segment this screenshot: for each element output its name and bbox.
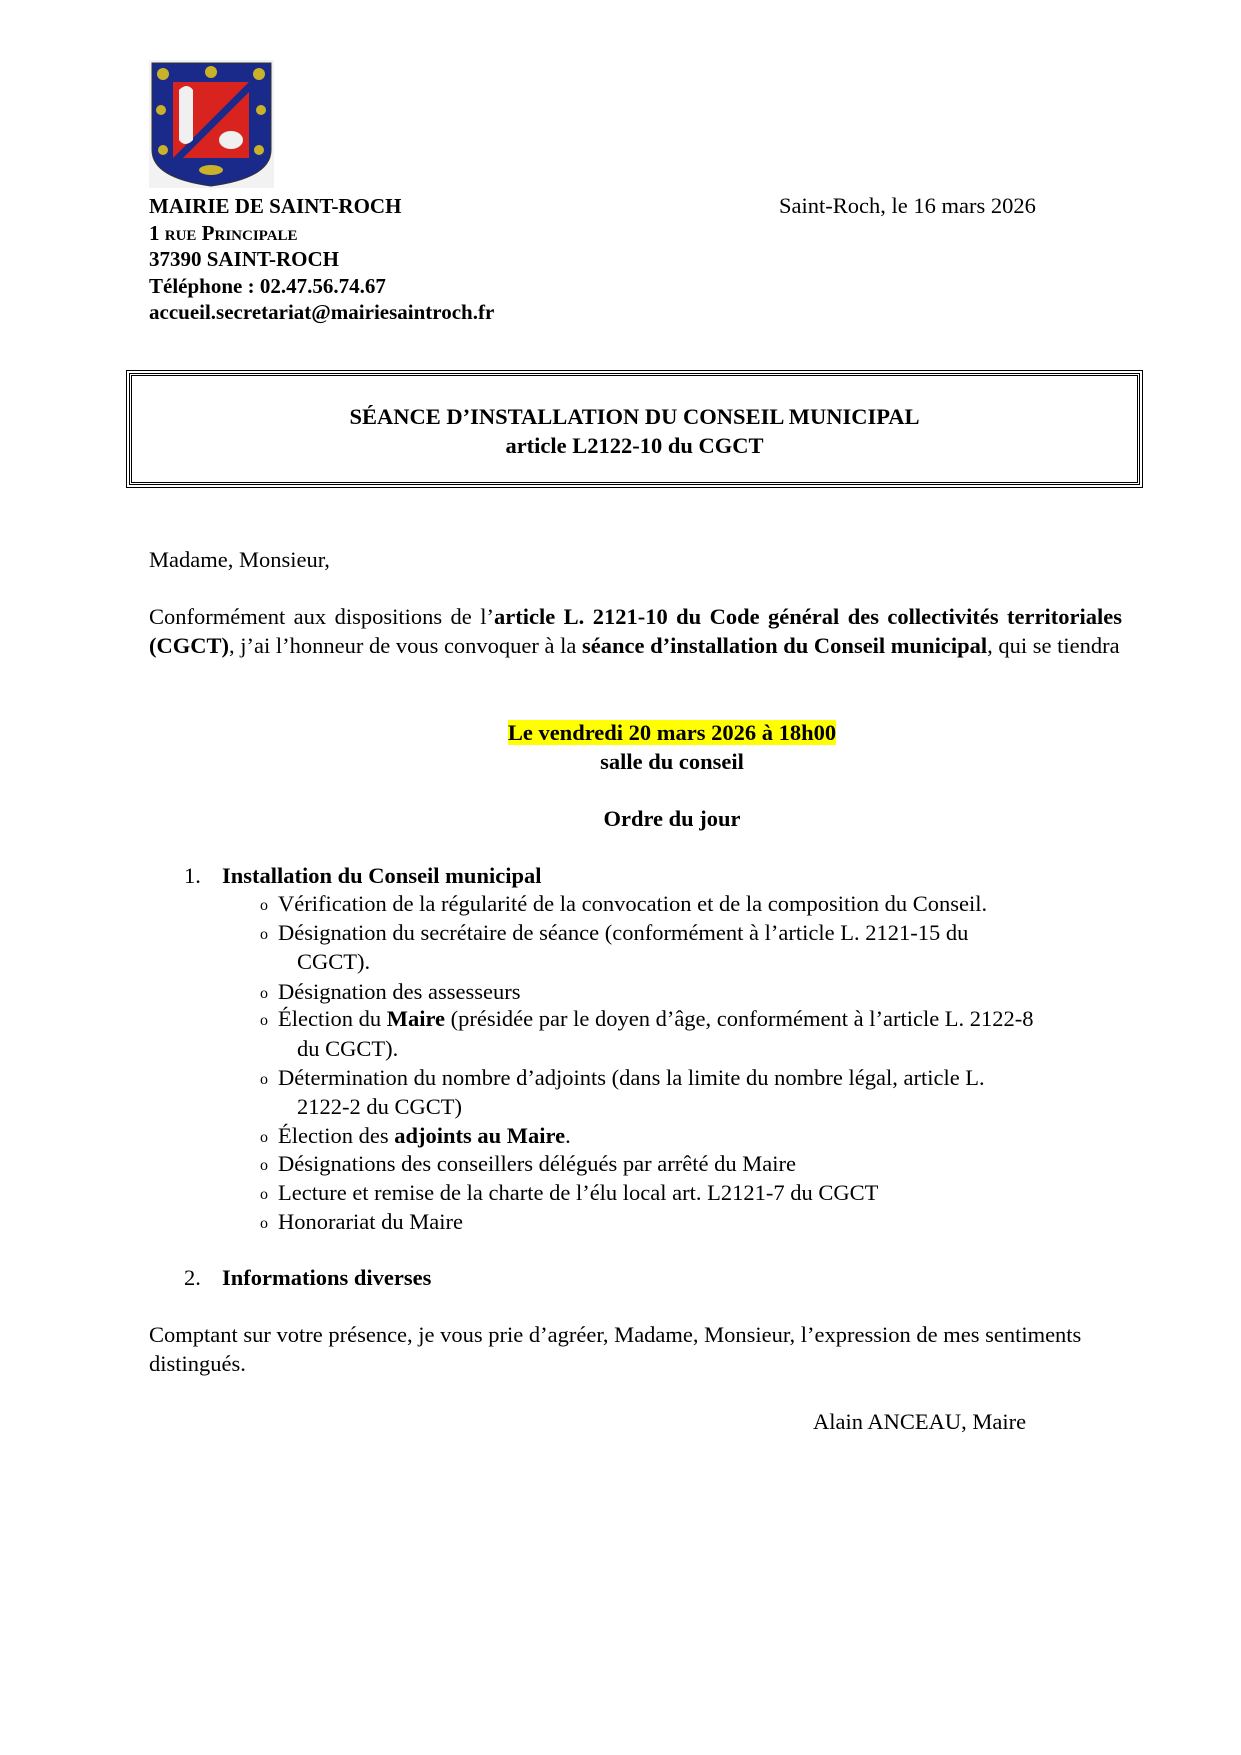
agenda-item-1: Installation du Conseil municipal: [222, 863, 542, 888]
intro-text: , j’ai l’honneur de vous convoquer à la: [229, 632, 583, 658]
intro-paragraph: [149, 603, 1122, 660]
agenda-subitem: [278, 977, 520, 1006]
agenda-subitem: [278, 889, 987, 918]
bullet-icon: o: [260, 926, 268, 943]
agenda-subitem: [278, 1063, 985, 1092]
subitem-bold-text: Maire: [386, 1006, 446, 1031]
intro-bold-article: article L. 2121-10 du Code général des collectivités territoriales (CGCT): [149, 604, 1122, 658]
subitem-text: Honorariat du Maire: [278, 1209, 463, 1234]
email: accueil.secretariat@mairiesaintroch.fr: [149, 300, 495, 324]
subitem-bold-text: adjoints au Maire: [394, 1123, 566, 1148]
intro-text: , qui se tiendra: [987, 632, 1120, 658]
subitem-text: Lecture et remise de la charte de l’élu local art. L2121-7 du CGCT: [278, 1180, 879, 1205]
subitem-text: Désignation des assesseurs: [278, 979, 521, 1004]
subitem-text: Désignation du secrétaire de séance (conformément à l’article L. 2121-15 du: [278, 920, 969, 945]
subitem-text: .: [565, 1123, 571, 1148]
bullet-icon: o: [260, 1157, 268, 1174]
address-line1: 1 rue Principale: [149, 221, 298, 245]
signature: Alain ANCEAU, Maire: [813, 1409, 1027, 1434]
bullet-icon: o: [260, 985, 268, 1002]
subitem-text: CGCT).: [297, 949, 371, 974]
subitem-text: Désignations des conseillers délégués par arrêté du Maire: [278, 1151, 796, 1176]
agenda-item-2: Informations diverses: [222, 1265, 432, 1290]
bullet-icon: o: [260, 1186, 268, 1203]
greeting: Madame, Monsieur,: [149, 547, 330, 572]
address-line2: 37390 SAINT-ROCH: [149, 247, 340, 271]
agenda-subitem: [278, 918, 968, 947]
subitem-text: Détermination du nombre d’adjoints (dans la limite du nombre légal, article L.: [278, 1065, 985, 1090]
title: SÉANCE D’INSTALLATION DU CONSEIL MUNICIPAL: [349, 404, 920, 429]
bullet-icon: o: [260, 1129, 268, 1146]
agenda-subitem: [297, 947, 370, 976]
bullet-icon: o: [260, 897, 268, 914]
subitem-text: du CGCT).: [297, 1036, 399, 1061]
agenda-subitem: [278, 1178, 878, 1207]
subitem-text: Élection du: [278, 1006, 387, 1031]
meeting-date: Le vendredi 20 mars 2026 à 18h00: [507, 720, 837, 745]
bullet-icon: o: [260, 1012, 268, 1029]
agenda-subitem: [297, 1092, 462, 1121]
intro-bold-seance: séance d’installation du Conseil municipal: [582, 632, 988, 658]
agenda-subitem: [278, 1121, 571, 1150]
coat-of-arms-logo: [149, 60, 274, 188]
org-name: MAIRIE DE SAINT-ROCH: [149, 194, 402, 218]
subitem-text: 2122-2 du CGCT): [297, 1094, 462, 1119]
intro-text: Conformément aux dispositions de l’: [149, 604, 494, 629]
letter-date: Saint-Roch, le 16 mars 2026: [779, 193, 1036, 218]
subitem-text: Vérification de la régularité de la convocation et de la composition du Conseil.: [278, 891, 988, 916]
subitem-text: Élection des: [278, 1123, 395, 1148]
agenda-subitem: [278, 1149, 796, 1178]
closing-paragraph: Comptant sur votre présence, je vous prie d’agréer, Madame, Monsieur, l’expression de mes sentiments distingués.: [149, 1322, 1082, 1376]
agenda-subitem: [297, 1034, 398, 1063]
subitem-text: (présidée par le doyen d’âge, conformément à l’article L. 2122-8: [445, 1006, 1034, 1031]
agenda-number: 2.: [184, 1265, 201, 1290]
agenda-subitem: [278, 1004, 1034, 1033]
agenda-number: 1.: [184, 863, 201, 888]
bullet-icon: o: [260, 1071, 268, 1088]
phone: Téléphone : 02.47.56.74.67: [149, 274, 386, 298]
agenda-title: Ordre du jour: [603, 806, 741, 831]
subtitle: article L2122-10 du CGCT: [505, 433, 764, 458]
meeting-place: salle du conseil: [600, 749, 744, 774]
agenda-subitem: [278, 1207, 463, 1236]
title-box: [129, 373, 1140, 485]
bullet-icon: o: [260, 1215, 268, 1232]
